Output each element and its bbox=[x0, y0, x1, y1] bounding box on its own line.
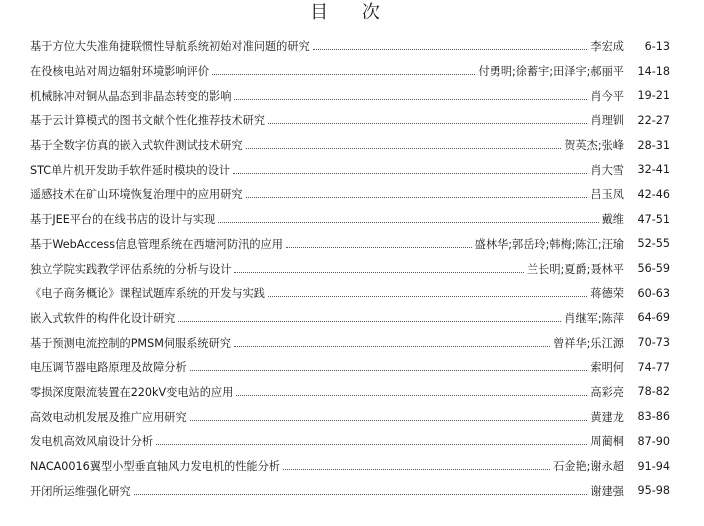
entry-authors: 石金艳;谢永超 bbox=[553, 460, 624, 474]
toc-entry[interactable] bbox=[30, 281, 670, 306]
toc-entry[interactable] bbox=[30, 34, 670, 59]
entry-authors: 高彩亮 bbox=[590, 385, 624, 399]
entry-authors: 贺英杰;张峰 bbox=[564, 139, 624, 153]
dot-leader bbox=[190, 369, 588, 371]
entry-title[interactable]: 基于JEE平台的在线书店的设计与实现 bbox=[30, 213, 216, 227]
entry-pages: 60-63 bbox=[637, 286, 670, 300]
toc-entry[interactable] bbox=[30, 404, 670, 429]
entry-title[interactable]: 《电子商务概论》课程试题库系统的开发与实践 bbox=[30, 287, 265, 301]
entry-title[interactable]: 机械脉冲对铜从晶态到非晶态转变的影响 bbox=[30, 89, 232, 103]
toc-entry[interactable] bbox=[30, 256, 670, 281]
toc-entry[interactable] bbox=[30, 232, 670, 257]
toc-entry[interactable] bbox=[30, 83, 670, 108]
entry-title[interactable]: 基于方位大失准角捷联惯性导航系统初始对准问题的研究 bbox=[30, 40, 310, 54]
dot-leader bbox=[268, 122, 587, 124]
toc-entry[interactable] bbox=[30, 59, 670, 84]
entry-title[interactable]: 遥感技术在矿山环境恢复治理中的应用研究 bbox=[30, 188, 243, 202]
entry-title[interactable]: 在役核电站对周边辐射环境影响评价 bbox=[30, 65, 210, 79]
entry-authors: 肖继军;陈萍 bbox=[564, 311, 624, 325]
dot-leader bbox=[156, 443, 587, 445]
entry-pages: 14-18 bbox=[637, 64, 670, 78]
dot-leader bbox=[134, 493, 588, 495]
dot-leader bbox=[234, 98, 587, 100]
entry-pages: 32-41 bbox=[637, 163, 670, 177]
entry-title[interactable]: 基于云计算模式的图书文献个性化推荐技术研究 bbox=[30, 114, 265, 128]
dot-leader bbox=[236, 394, 587, 396]
toc-entry[interactable] bbox=[30, 182, 670, 207]
entry-authors: 黄建龙 bbox=[590, 410, 624, 424]
dot-leader bbox=[283, 468, 550, 470]
entry-authors: 蒋德荣 bbox=[590, 287, 624, 301]
entry-title[interactable]: 电压调节器电路原理及故障分析 bbox=[30, 361, 187, 375]
dot-leader bbox=[268, 295, 587, 297]
entry-title[interactable]: 基于预测电流控制的PMSM伺服系统研究 bbox=[30, 336, 231, 350]
entry-pages: 22-27 bbox=[637, 113, 670, 127]
entry-pages: 6-13 bbox=[644, 39, 670, 53]
toc-entry[interactable] bbox=[30, 133, 670, 158]
entry-pages: 42-46 bbox=[637, 187, 670, 201]
entry-authors: 索明何 bbox=[590, 361, 624, 375]
toc-heading: 目 次 bbox=[310, 2, 394, 23]
toc-entry[interactable] bbox=[30, 306, 670, 331]
entry-title[interactable]: NACA0016翼型小型垂直轴风力发电机的性能分析 bbox=[30, 460, 280, 474]
entry-pages: 95-98 bbox=[637, 484, 670, 498]
toc-entry[interactable] bbox=[30, 330, 670, 355]
toc-entry[interactable] bbox=[30, 207, 670, 232]
entry-authors: 兰长明;夏爵;聂林平 bbox=[526, 262, 624, 276]
toc-entry[interactable] bbox=[30, 108, 670, 133]
entry-pages: 52-55 bbox=[637, 237, 670, 251]
entry-pages: 64-69 bbox=[637, 311, 670, 325]
toc-entry[interactable] bbox=[30, 380, 670, 405]
dot-leader bbox=[313, 48, 588, 50]
entry-authors: 李宏成 bbox=[590, 40, 624, 54]
entry-pages: 19-21 bbox=[637, 89, 670, 103]
entry-title[interactable]: 高效电动机发展及推广应用研究 bbox=[30, 410, 187, 424]
dot-leader bbox=[286, 246, 472, 248]
entry-pages: 91-94 bbox=[637, 459, 670, 473]
entry-authors: 盛林华;郭岳玲;韩梅;陈江;汪瑜 bbox=[474, 237, 624, 251]
entry-authors: 吕玉凤 bbox=[590, 188, 624, 202]
entry-pages: 47-51 bbox=[637, 212, 670, 226]
entry-title[interactable]: 发电机高效风扇设计分析 bbox=[30, 435, 154, 449]
dot-leader bbox=[246, 196, 588, 198]
entry-authors: 曾祥华;乐江源 bbox=[553, 336, 624, 350]
dot-leader bbox=[212, 73, 475, 75]
dot-leader bbox=[178, 320, 561, 322]
entry-authors: 付勇明;徐蓄宇;田泽宇;郝丽平 bbox=[478, 65, 624, 79]
entry-pages: 56-59 bbox=[637, 262, 670, 276]
toc-entry[interactable] bbox=[30, 454, 670, 479]
entry-authors: 戴维 bbox=[601, 213, 624, 227]
entry-authors: 周蔺桐 bbox=[590, 435, 624, 449]
entry-authors: 谢建强 bbox=[590, 484, 624, 498]
entry-pages: 83-86 bbox=[637, 410, 670, 424]
entry-title[interactable]: 独立学院实践教学评估系统的分析与设计 bbox=[30, 262, 232, 276]
toc-entry[interactable] bbox=[30, 355, 670, 380]
entry-authors: 肖理钏 bbox=[590, 114, 624, 128]
dot-leader bbox=[234, 271, 524, 273]
entry-title[interactable]: STC单片机开发助手软件延时模块的设计 bbox=[30, 163, 231, 177]
entry-pages: 28-31 bbox=[637, 138, 670, 152]
entry-title[interactable]: 基于WebAccess信息管理系统在西塘河防汛的应用 bbox=[30, 237, 283, 251]
dot-leader bbox=[233, 172, 587, 174]
entry-title[interactable]: 嵌入式软件的构件化设计研究 bbox=[30, 311, 176, 325]
dot-leader bbox=[246, 147, 562, 149]
entry-pages: 70-73 bbox=[637, 336, 670, 350]
dot-leader bbox=[190, 419, 588, 421]
entry-title[interactable]: 开闭所运维强化研究 bbox=[30, 484, 131, 498]
toc-entry[interactable] bbox=[30, 478, 670, 503]
entry-title[interactable]: 零损深度限流装置在220kV变电站的应用 bbox=[30, 385, 234, 399]
dot-leader bbox=[218, 221, 598, 223]
entry-title[interactable]: 基于全数字仿真的嵌入式软件测试技术研究 bbox=[30, 139, 243, 153]
toc-entry[interactable] bbox=[30, 157, 670, 182]
toc-list bbox=[30, 34, 670, 503]
entry-authors: 肖今平 bbox=[590, 89, 624, 103]
entry-authors: 肖大雪 bbox=[590, 163, 624, 177]
entry-pages: 74-77 bbox=[637, 360, 670, 374]
toc-entry[interactable] bbox=[30, 429, 670, 454]
dot-leader bbox=[234, 345, 550, 347]
entry-pages: 87-90 bbox=[637, 434, 670, 448]
entry-pages: 78-82 bbox=[637, 385, 670, 399]
